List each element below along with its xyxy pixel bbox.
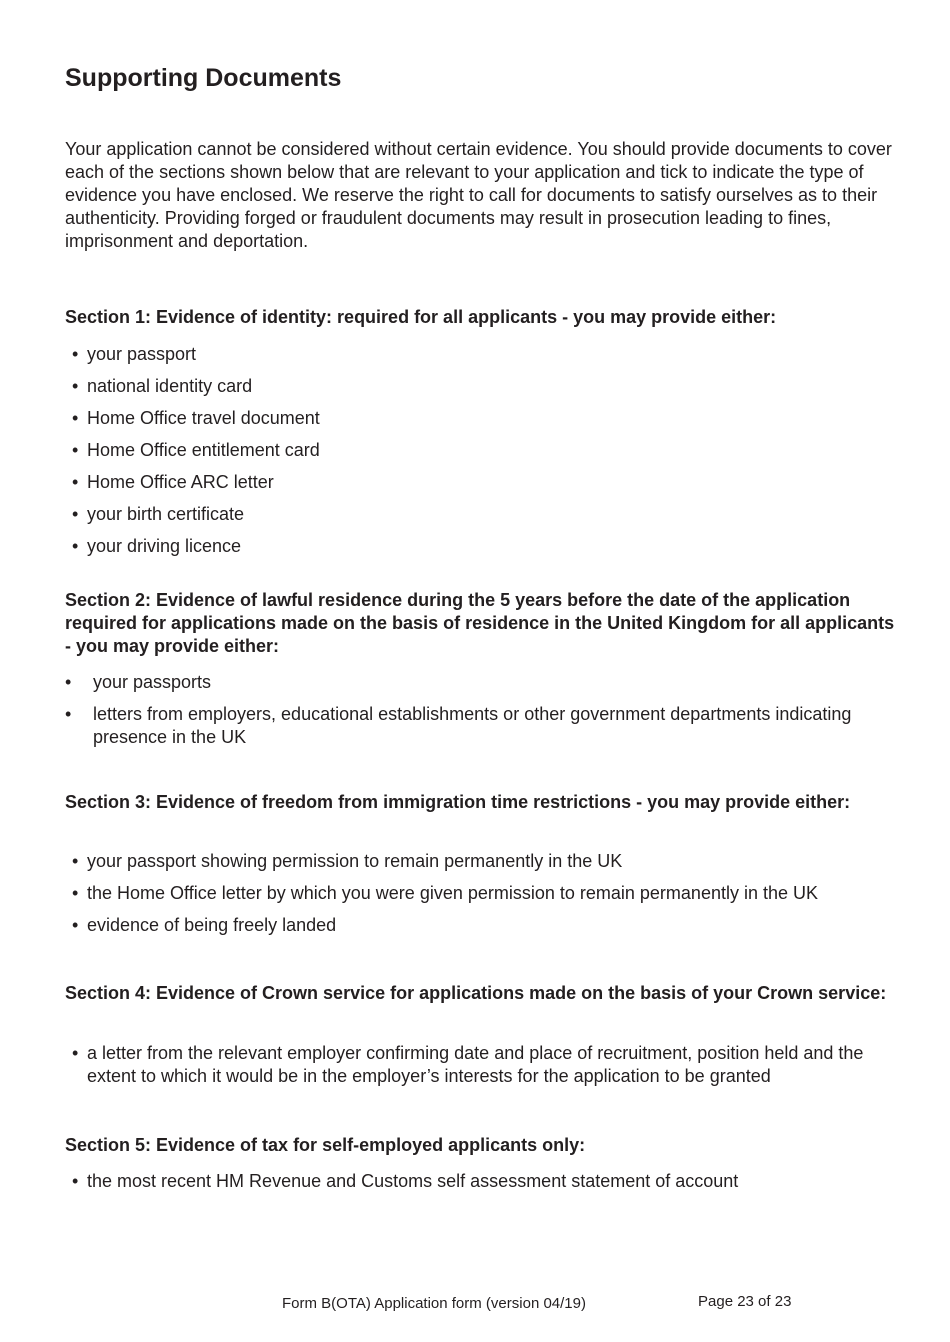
section-5-list <box>72 1170 892 1202</box>
footer-form-label: Form B(OTA) Application form (version 04/19) <box>282 1295 586 1312</box>
list-item: • the Home Office letter by which you were given permission to remain permanently in the UK <box>72 882 892 905</box>
section-1-list <box>72 343 892 567</box>
section-3-heading: Section 3: Evidence of freedom from immigration time restrictions - you may provide either: <box>65 792 851 812</box>
page-title: Supporting Documents <box>65 64 342 92</box>
list-item: • the most recent HM Revenue and Customs self assessment statement of account <box>72 1170 892 1193</box>
intro-paragraph: Your application cannot be considered without certain evidence. You should provide documents to cover each of the sections shown below that are relevant to your application and tick to indicate the type of evidence you have enclosed. We reserve the right to call for documents to satisfy ourselves as to their authenticity. Providing forged or fraudulent documents may result in prosecution leading to fines, imprisonment and deportation. <box>65 139 892 251</box>
list-item: • your passport showing permission to remain permanently in the UK <box>72 850 892 873</box>
list-item: • your passport <box>72 343 892 366</box>
list-item: • Home Office entitlement card <box>72 439 892 462</box>
section-5-heading: Section 5: Evidence of tax for self-employed applicants only: <box>65 1135 586 1155</box>
section-2-heading: Section 2: Evidence of lawful residence during the 5 years before the date of the application required for applications made on the basis of residence in the United Kingdom for all applicants - you may provide either: <box>65 590 895 656</box>
list-item: • a letter from the relevant employer confirming date and place of recruitment, position held and the extent to which it would be in the employer’s interests for the application to be granted <box>72 1042 892 1088</box>
list-item: • your passports <box>65 671 895 694</box>
section-2-list <box>65 671 895 758</box>
section-3-list <box>72 850 892 946</box>
section-4-heading: Section 4: Evidence of Crown service for applications made on the basis of your Crown service: <box>65 983 887 1003</box>
section-4-list <box>72 1042 892 1097</box>
section-1-heading: Section 1: Evidence of identity: required for all applicants - you may provide either: <box>65 307 777 327</box>
list-item: • Home Office ARC letter <box>72 471 892 494</box>
list-item: • your driving licence <box>72 535 892 558</box>
footer-page-number: Page 23 of 23 <box>698 1293 792 1310</box>
list-item: • evidence of being freely landed <box>72 914 892 937</box>
list-item: • letters from employers, educational establishments or other government departments indicating presence in the UK <box>65 703 895 749</box>
list-item: • your birth certificate <box>72 503 892 526</box>
list-item: • national identity card <box>72 375 892 398</box>
list-item: • Home Office travel document <box>72 407 892 430</box>
